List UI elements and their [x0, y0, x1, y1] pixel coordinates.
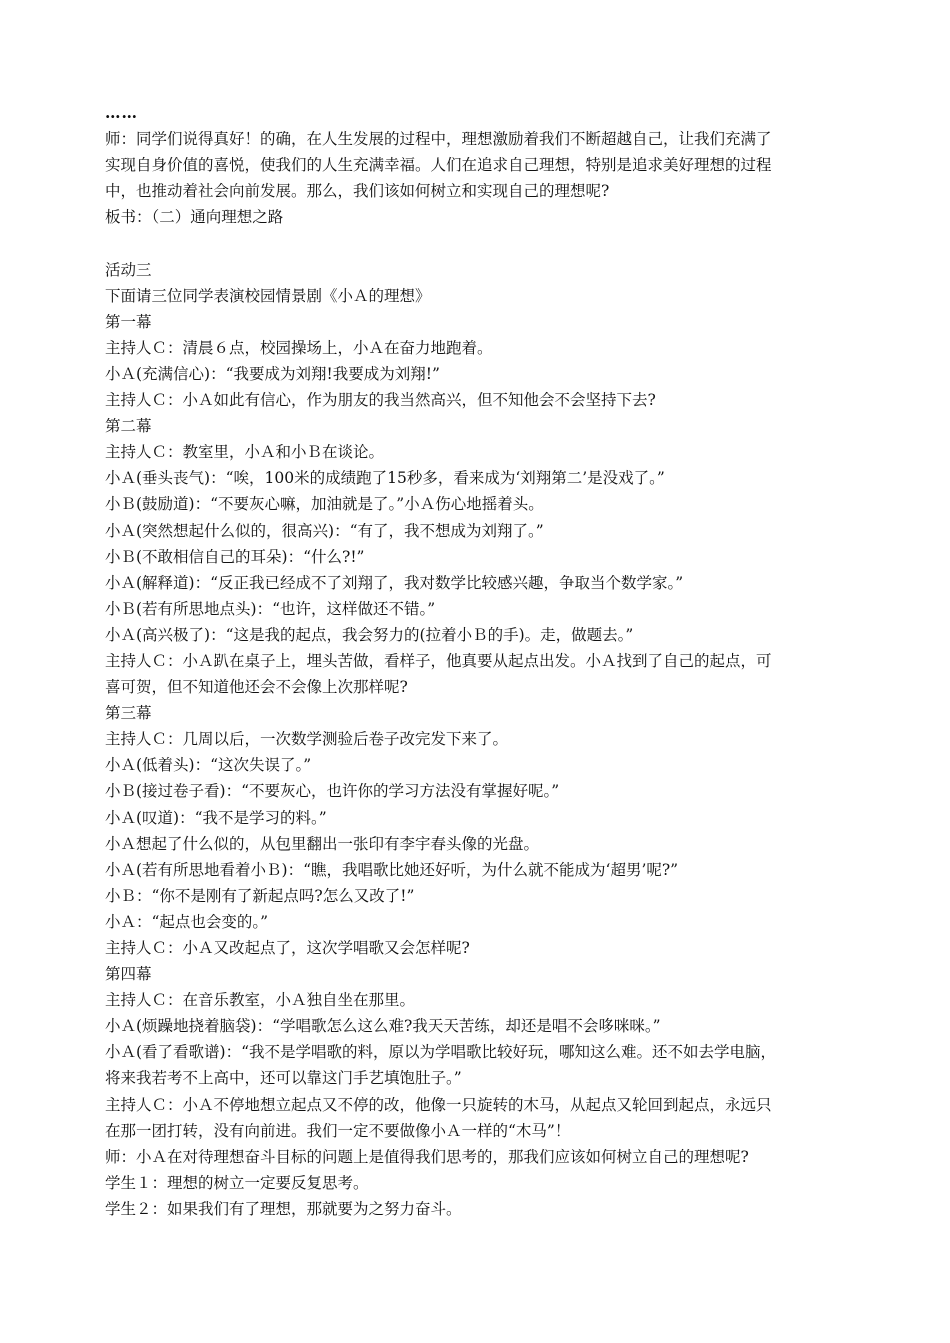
dialogue-line: 小Ｂ：“你不是刚有了新起点吗?怎么又改了!”	[105, 886, 415, 905]
dialogue-line: 小Ｂ(鼓励道)：“不要灰心嘛，加油就是了。”小Ａ伤心地摇着头。	[105, 495, 544, 514]
act-heading: 第四幕	[105, 965, 152, 984]
blackboard-heading: 板书：（二）通向理想之路	[105, 208, 284, 227]
dialogue-line: 小Ｂ(接过卷子看)：“不要灰心，也许你的学习方法没有掌握好呢。”	[105, 782, 560, 801]
dialogue-line: 小Ａ(高兴极了)：“这是我的起点，我会努力的(拉着小Ｂ的手)。走，做题去。”	[105, 625, 634, 644]
dialogue-line: 小Ａ(看了看歌谱)：“我不是学唱歌的料，原以为学唱歌比较好玩，哪知这么难。还不如去学电脑，	[105, 1043, 777, 1062]
teacher-line-continued: 中，也推动着社会向前发展。那么，我们该如何树立和实现自己的理想呢?	[105, 182, 610, 201]
dialogue-line: 主持人Ｃ：清晨６点，校园操场上，小Ａ在奋力地跑着。	[105, 338, 493, 357]
dialogue-line: 小Ａ(叹道)：“我不是学习的料。”	[105, 808, 327, 827]
document-page	[105, 100, 853, 1222]
teacher-line: 师：同学们说得真好！的确，在人生发展的过程中，理想激励着我们不断超越自己，让我们充满了	[105, 130, 772, 149]
dialogue-line: 小Ａ(若有所思地看着小Ｂ)：“瞧，我唱歌比她还好听，为什么就不能成为‘超男’呢?”	[105, 860, 679, 879]
dialogue-line: 小Ａ想起了什么似的，从包里翻出一张印有李宇春头像的光盘。	[105, 834, 540, 853]
activity-intro: 下面请三位同学表演校园情景剧《小Ａ的理想》	[105, 286, 431, 305]
dialogue-line: 小Ａ(充满信心)：“我要成为刘翔!我要成为刘翔!”	[105, 364, 440, 383]
dialogue-line: 主持人Ｃ：小Ａ又改起点了，这次学唱歌又会怎样呢?	[105, 939, 470, 957]
student-line: 学生１：理想的树立一定要反复思考。	[105, 1173, 369, 1192]
act-heading: 第一幕	[105, 312, 152, 331]
dialogue-line: 主持人Ｃ：教室里，小Ａ和小Ｂ在谈论。	[105, 443, 385, 462]
act-heading: 第二幕	[105, 417, 152, 436]
dialogue-line: 主持人Ｃ：在音乐教室，小Ａ独自坐在那里。	[105, 991, 416, 1010]
ellipsis-line: ……	[105, 103, 138, 122]
dialogue-line: 主持人Ｃ：小Ａ不停地想立起点又不停的改，他像一只旋转的木马，从起点又轮回到起点，永远只	[105, 1095, 772, 1114]
dialogue-line: 小Ａ(解释道)：“反正我已经成不了刘翔了，我对数学比较感兴趣，争取当个数学家。”	[105, 573, 684, 592]
dialogue-line: 小Ｂ(不敢相信自己的耳朵)：“什么?!”	[105, 547, 365, 566]
student-line: 学生２：如果我们有了理想，那就要为之努力奋斗。	[105, 1199, 462, 1218]
act-heading: 第三幕	[105, 704, 152, 723]
dialogue-line: 小Ｂ(若有所思地点头)：“也许，这样做还不错。”	[105, 599, 436, 618]
dialogue-line-continued: 喜可贺，但不知道他还会不会像上次那样呢?	[105, 678, 408, 697]
teacher-line-continued: 实现自身价值的喜悦，使我们的人生充满幸福。人们在追求自己理想，特别是追求美好理想的过程	[105, 156, 772, 175]
dialogue-line: 小Ａ(突然想起什么似的，很高兴)：“有了，我不想成为刘翔了。”	[105, 521, 544, 540]
dialogue-line: 小Ａ：“起点也会变的。”	[105, 912, 269, 931]
dialogue-line: 小Ａ(烦躁地挠着脑袋)：“学唱歌怎么这么难?我天天苦练，却还是唱不会哆咪咪。”	[105, 1017, 661, 1036]
teacher-line: 师：小Ａ在对待理想奋斗目标的问题上是值得我们思考的，那我们应该如何树立自己的理想呢?	[105, 1147, 749, 1166]
dialogue-line-continued: 在那一团打转，没有向前进。我们一定不要做像小Ａ一样的“木马”！	[105, 1121, 571, 1140]
dialogue-line: 小Ａ(低着头)：“这次失误了。”	[105, 756, 312, 775]
blank-line	[105, 230, 853, 256]
dialogue-line: 主持人Ｃ：几周以后，一次数学测验后卷子改完发下来了。	[105, 730, 509, 749]
dialogue-line-continued: 将来我若考不上高中，还可以靠这门手艺填饱肚子。”	[105, 1069, 462, 1088]
dialogue-line: 小Ａ(垂头丧气)：“唉，100米的成绩跑了15秒多，看来成为‘刘翔第二’是没戏了。”	[105, 469, 665, 488]
dialogue-line: 主持人Ｃ：小Ａ趴在桌子上，埋头苦做，看样子，他真要从起点出发。小Ａ找到了自己的起点，可	[105, 651, 772, 670]
activity-heading: 活动三	[105, 260, 152, 279]
dialogue-line: 主持人Ｃ：小Ａ如此有信心，作为朋友的我当然高兴，但不知他会不会坚持下去?	[105, 391, 656, 410]
